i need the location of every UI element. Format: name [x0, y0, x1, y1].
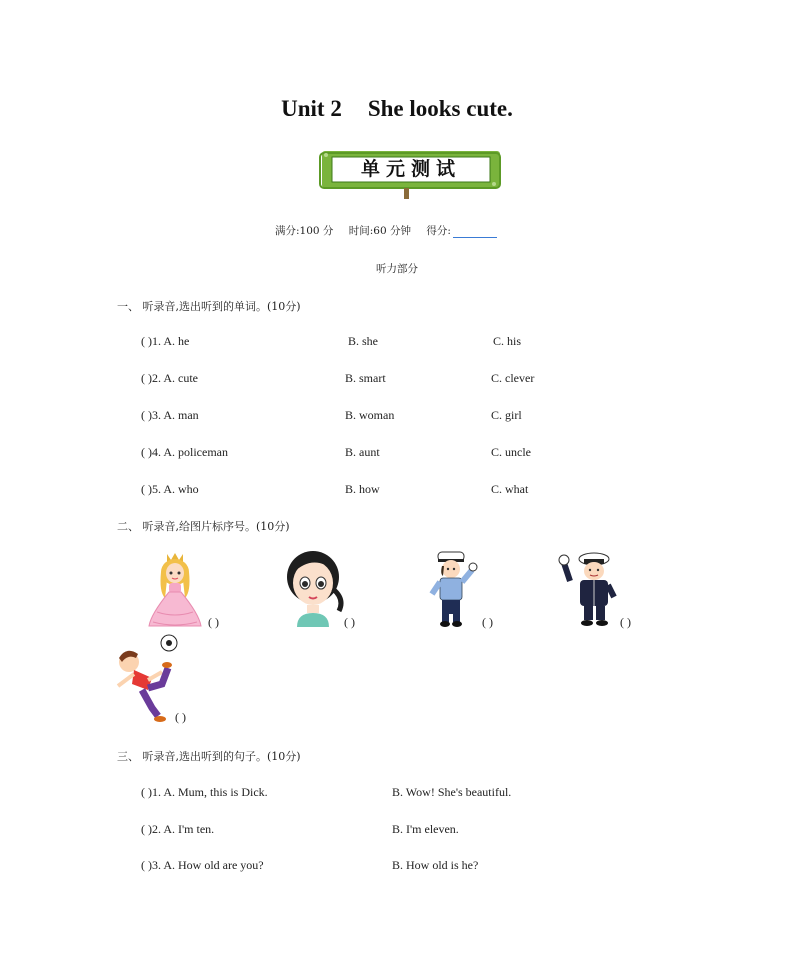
policewoman-icon [428, 548, 480, 628]
section3-heading: 三、 听录音,选出听到的句子。(10分) [117, 750, 301, 763]
s1-row1-b: B. she [348, 334, 378, 348]
s3-row1-b: B. Wow! She's beautiful. [392, 785, 512, 799]
page-title [0, 96, 794, 122]
policeman-icon [556, 549, 618, 629]
s3-row2-b: B. I'm eleven. [392, 822, 459, 836]
s1-row5-b: B. how [345, 482, 380, 496]
boy-kicking-ball-icon [112, 632, 182, 724]
princess-picture [143, 552, 207, 628]
policewoman-picture [428, 548, 480, 628]
picture3-answer[interactable]: ( ) [482, 615, 493, 629]
full-score: 满分:100 分 [275, 225, 334, 237]
s3-row3-b: B. How old is he? [392, 858, 479, 872]
girl-face-icon [283, 549, 347, 629]
princess-icon [143, 552, 207, 628]
s3-row1-a: ( )1. A. Mum, this is Dick. [141, 785, 268, 799]
policeman-picture [556, 549, 618, 629]
s1-row1-a: ( )1. A. he [141, 334, 190, 348]
girl-face-picture [283, 549, 347, 629]
s1-row1-c: C. his [493, 334, 522, 348]
section1-heading: 一、 听录音,选出听到的单词。(10分) [117, 300, 301, 313]
s1-row5-a: ( )5. A. who [141, 482, 199, 496]
picture4-answer[interactable]: ( ) [620, 615, 631, 629]
s1-row4-a: ( )4. A. policeman [141, 445, 228, 459]
s1-row3-b: B. woman [345, 408, 395, 422]
score-label: 得分: [426, 225, 451, 237]
s1-row3-a: ( )3. A. man [141, 408, 199, 422]
s1-row4-b: B. aunt [345, 445, 380, 459]
s1-row3-c: C. girl [491, 408, 522, 422]
unit-test-banner [318, 148, 504, 200]
s1-row2-c: C. clever [491, 371, 535, 385]
time-limit: 时间:60 分钟 [348, 225, 412, 237]
picture1-answer[interactable]: ( ) [208, 615, 219, 629]
boy-football-picture [112, 632, 182, 724]
unit-title: She looks cute. [367, 96, 513, 121]
s1-row4-c: C. uncle [491, 445, 531, 459]
s1-row5-c: C. what [491, 482, 529, 496]
picture5-answer[interactable]: ( ) [175, 710, 186, 724]
score-blank[interactable] [453, 226, 497, 238]
s3-row2-a: ( )2. A. I'm ten. [141, 822, 215, 836]
s1-row2-b: B. smart [345, 371, 386, 385]
listening-part-title: 听力部分 [376, 263, 418, 275]
picture2-answer[interactable]: ( ) [344, 615, 355, 629]
unit-label: Unit 2 [281, 96, 342, 121]
section2-heading: 二、 听录音,给图片标序号。(10分) [117, 520, 290, 533]
exam-meta [275, 223, 509, 238]
s3-row3-a: ( )3. A. How old are you? [141, 858, 264, 872]
banner-label: 单元测试 [360, 158, 461, 180]
s1-row2-a: ( )2. A. cute [141, 371, 198, 385]
